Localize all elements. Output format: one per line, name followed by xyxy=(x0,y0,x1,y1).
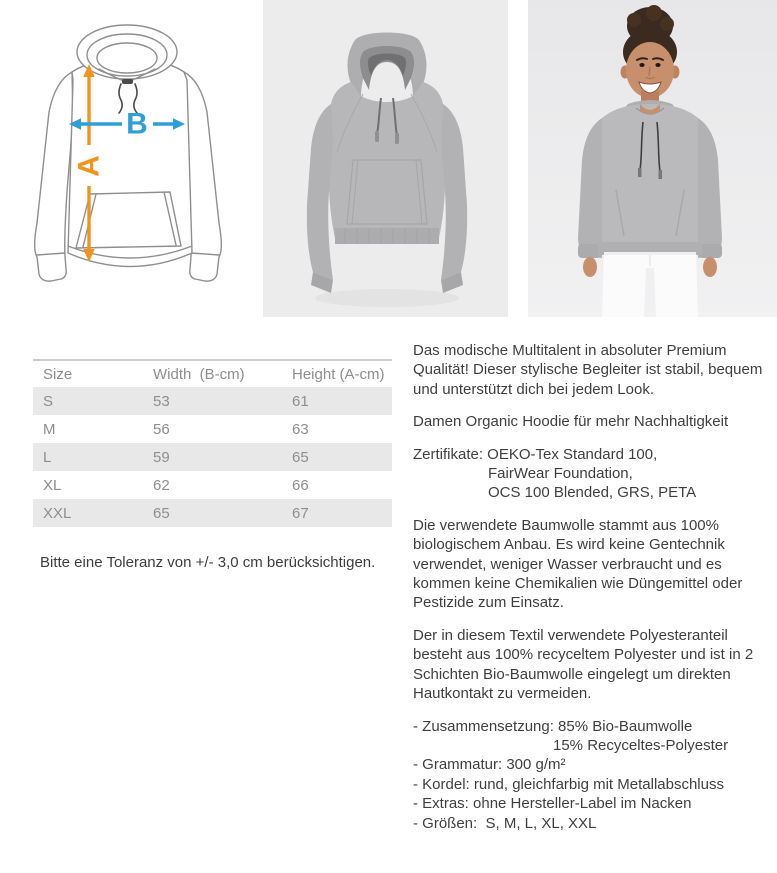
cotton-paragraph: Die verwendete Baumwolle stammt aus 100% biologischem Anbau. Es wird keine Gentechnik verwendet, weniger Wasser verbraucht und es kommen keine Chemikalien wie Düngemittel oder Pestizide zum Einsatz. xyxy=(413,516,743,612)
model-photo-woman-hoodie xyxy=(528,0,777,317)
width-cell: 62 xyxy=(153,476,170,494)
table-row xyxy=(33,443,392,471)
detail-sizes: - Größen: S, M, L, XL, XXL xyxy=(413,814,597,832)
woman-wearing-hoodie-illustration xyxy=(528,0,777,317)
measure-label-b: B xyxy=(126,107,148,141)
height-cell: 66 xyxy=(292,476,309,494)
left-sleeve-outline xyxy=(35,72,73,281)
certificates-block xyxy=(413,445,777,503)
certificates-line-1: Zertifikate: OEKO-Tex Standard 100, xyxy=(413,445,658,463)
product-photo-gray-hoodie xyxy=(263,0,508,317)
height-cell: 63 xyxy=(292,420,309,438)
size-table xyxy=(33,359,392,527)
table-row xyxy=(33,387,392,415)
height-cell: 67 xyxy=(292,504,309,522)
table-row xyxy=(33,415,392,443)
size-table-header-row xyxy=(33,361,392,387)
width-cell: 59 xyxy=(153,448,170,466)
detail-composition-2: 15% Recyceltes-Polyester xyxy=(553,736,729,754)
column-header-size: Size xyxy=(43,365,73,383)
detail-cord: - Kordel: rund, gleichfarbig mit Metallabschluss xyxy=(413,775,724,793)
size-cell: S xyxy=(43,392,54,410)
size-cell: XXL xyxy=(43,504,72,522)
detail-composition: - Zusammensetzung: 85% Bio-Baumwolle xyxy=(413,717,693,735)
width-cell: 56 xyxy=(153,420,170,438)
height-cell: 61 xyxy=(292,392,309,410)
table-row xyxy=(33,499,392,527)
gray-hoodie-front-illustration xyxy=(263,0,508,317)
polyester-paragraph: Der in diesem Textil verwendete Polyesteranteil besteht aus 100% recyceltem Polyester und ist in 2 Schichten Bio-Baumwolle eingelegt um direkten Hautkontakt zu vermeiden. xyxy=(413,626,754,703)
size-cell: XL xyxy=(43,476,62,494)
size-cell: L xyxy=(43,448,52,466)
column-header-height: Height (A-cm) xyxy=(292,365,385,383)
size-cell: M xyxy=(43,420,56,438)
width-cell: 53 xyxy=(153,392,170,410)
height-cell: 65 xyxy=(292,448,309,466)
detail-extras: - Extras: ohne Hersteller-Label im Nacken xyxy=(413,795,692,813)
table-row xyxy=(33,471,392,499)
size-measurement-diagram xyxy=(20,18,250,308)
details-list xyxy=(413,717,777,833)
hoodie-outline-drawing xyxy=(20,18,250,308)
certificates-line-2: FairWear Foundation, xyxy=(488,465,633,483)
detail-grammage: - Grammatur: 300 g/m² xyxy=(413,756,566,774)
measure-label-a: A xyxy=(72,155,106,177)
intro-paragraph: Das modische Multitalent in absoluter Premium Qualität! Dieser stylische Begleiter ist stabil, bequem und unterstützt dich bei jedem Look. xyxy=(413,342,763,398)
width-cell: 65 xyxy=(153,504,170,522)
column-header-width: Width (B-cm) xyxy=(153,365,245,383)
certificates-line-3: OCS 100 Blended, GRS, PETA xyxy=(488,484,697,502)
subtitle-line: Damen Organic Hoodie für mehr Nachhaltigkeit xyxy=(413,413,729,431)
product-description xyxy=(413,341,777,833)
tolerance-note: Bitte eine Toleranz von +/- 3,0 cm berücksichtigen. xyxy=(40,554,376,571)
